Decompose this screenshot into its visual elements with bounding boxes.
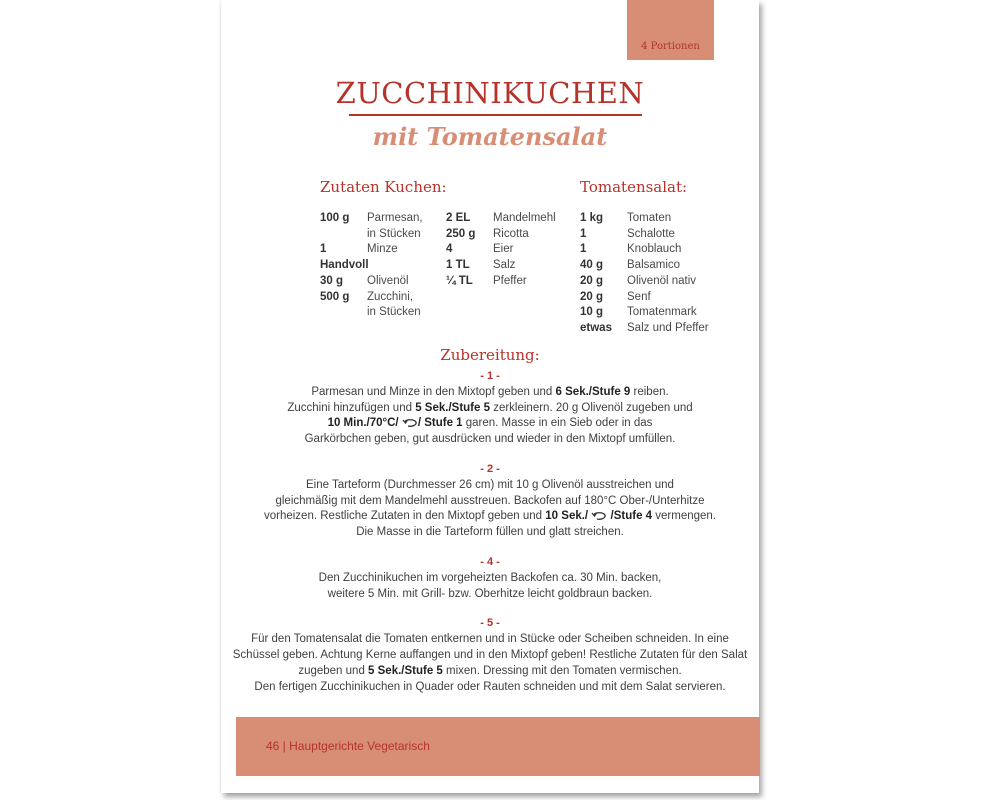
step-number: - 1 - — [480, 370, 500, 382]
step-text: reiben. — [630, 385, 669, 398]
ingredient-row — [446, 227, 556, 243]
step-text: gleichmäßig mit dem Mandelmehl ausstreuen. Backofen auf 180°C Ober-/Unterhitze — [275, 494, 705, 507]
step-line — [221, 648, 759, 664]
ingredient-amount: 20 g — [580, 290, 604, 303]
ingredient-amount: 1 — [580, 243, 587, 256]
ingredient-row — [446, 274, 556, 290]
ingredient-amount: 100 g — [320, 212, 350, 224]
step-text: garen. Masse in ein Sieb oder in das — [462, 417, 653, 430]
step-text: Schüssel geben. Achtung Kerne auffangen und in den Mixtopf geben! Restliche Zutaten für den Salat — [232, 648, 748, 661]
step-line — [221, 432, 759, 448]
ingredient-row — [580, 321, 709, 337]
ingredient-name: Tomaten — [627, 212, 672, 224]
step-text: mixen. Dressing mit den Tomaten vermischen. — [442, 664, 682, 677]
ingredient-row — [580, 211, 709, 227]
ingredient-row — [320, 211, 423, 227]
step-text: Für den Tomatensalat die Tomaten entkernen und in Stücke oder Scheiben schneiden. In eine — [251, 633, 729, 646]
step-text: Zucchini hinzufügen und — [287, 401, 416, 414]
setting-text: 5 Sek./Stufe 5 — [415, 401, 490, 414]
step-text: Den fertigen Zucchinikuchen in Quader oder Rauten schneiden und mit dem Salat servieren. — [254, 680, 726, 693]
ingredient-row — [446, 242, 556, 258]
ingredient-name: Balsamico — [627, 259, 681, 272]
recipe-title: ZUCCHINIKUCHEN — [335, 76, 645, 110]
step-line — [221, 525, 759, 541]
ingredient-name: Ricotta — [493, 227, 529, 240]
ingredient-row — [580, 274, 709, 290]
ingredient-row — [580, 242, 709, 258]
step-text: zerkleinern. 20 g Olivenöl zugeben und — [490, 401, 693, 414]
step-line — [221, 416, 759, 432]
portions-label: 4 Portionen — [641, 41, 700, 52]
step-line — [221, 401, 759, 417]
ingredient-name: Olivenöl — [367, 274, 409, 287]
step-text: Eine Tarteform (Durchmesser 26 cm) mit 10 g Olivenöl ausstreichen und — [306, 478, 674, 491]
step-line — [221, 680, 759, 696]
ingredient-amount — [320, 305, 367, 321]
ingredient-amount: etwas — [580, 321, 612, 334]
step-line — [221, 509, 759, 525]
ingredient-name: in Stücken — [367, 306, 421, 319]
ingredient-row — [320, 290, 423, 306]
ingredient-row — [580, 258, 709, 274]
ingredient-amount: 30 g — [320, 274, 344, 287]
step-number: - 5 - — [480, 617, 500, 630]
counter-clockwise-icon — [402, 418, 418, 428]
step-number: - 2 - — [480, 462, 500, 475]
cake-ingredients-heading: Zutaten Kuchen: — [320, 178, 447, 196]
ingredient-amount: 20 g — [580, 274, 604, 287]
step-line — [221, 385, 759, 401]
ingredient-name: Minze — [367, 243, 398, 256]
ingredient-amount: 250 g — [446, 227, 476, 240]
preparation-step — [221, 462, 759, 541]
ingredient-name: Senf — [627, 290, 651, 303]
ingredient-name: Knoblauch — [627, 243, 682, 256]
setting-text: /Stufe 4 — [607, 510, 653, 523]
setting-text: 6 Sek./Stufe 9 — [555, 385, 631, 398]
step-line — [221, 632, 759, 648]
ingredient-name: Tomatenmark — [627, 306, 697, 319]
step-line — [221, 478, 759, 494]
ingredient-name: Olivenöl nativ — [627, 274, 697, 287]
ingredient-amount: 1 Handvoll — [320, 243, 369, 272]
step-line — [221, 571, 759, 587]
cake-ingredients-col2 — [446, 211, 556, 290]
preparation-step — [221, 555, 759, 602]
ingredient-name: Zucchini, — [367, 290, 414, 303]
ingredient-row — [446, 211, 556, 227]
step-line — [221, 664, 759, 680]
step-text: vermengen. — [652, 510, 716, 523]
step-text: vorheizen. Restliche Zutaten in den Mixtopf geben und — [263, 510, 546, 523]
ingredient-amount — [320, 227, 367, 243]
salad-ingredients-heading: Tomatensalat: — [580, 178, 688, 196]
recipe-page — [221, 0, 759, 793]
step-text: Die Masse in die Tarteform füllen und glatt streichen. — [356, 526, 624, 539]
salad-ingredients — [580, 211, 709, 337]
step-text: Parmesan und Minze in den Mixtopf geben und — [311, 385, 556, 398]
ingredient-row — [320, 227, 423, 243]
ingredient-amount: 1 — [580, 227, 587, 240]
preparation-heading: Zubereitung: — [440, 346, 540, 364]
portions-tab — [627, 0, 714, 60]
ingredient-amount: ¼ TL — [446, 274, 473, 287]
ingredient-name: Salz — [493, 259, 516, 272]
ingredient-name: Eier — [493, 243, 514, 256]
ingredient-row — [580, 305, 709, 321]
title-underline — [349, 114, 642, 116]
step-line — [221, 587, 759, 603]
step-line — [221, 494, 759, 510]
setting-text: 10 Sek./ — [545, 510, 592, 523]
ingredient-amount: 1 TL — [446, 259, 470, 272]
ingredient-row — [320, 305, 423, 321]
ingredient-name: Salz und Pfeffer — [627, 321, 709, 334]
step-number: - 4 - — [480, 555, 500, 568]
ingredient-name: Mandelmehl — [493, 212, 556, 224]
ingredient-amount: 4 — [446, 243, 453, 256]
ingredient-row — [580, 290, 709, 306]
cake-ingredients-col1 — [320, 211, 423, 321]
ingredient-amount: 2 EL — [446, 212, 471, 224]
counter-clockwise-icon — [591, 511, 607, 521]
ingredient-row — [446, 258, 556, 274]
ingredient-amount: 500 g — [320, 290, 350, 303]
setting-text: 10 Min./70°C/ — [327, 417, 402, 430]
step-text: weitere 5 Min. mit Grill- bzw. Oberhitze leicht goldbraun backen. — [327, 587, 653, 600]
ingredient-amount: 10 g — [580, 306, 604, 319]
ingredient-name: Pfeffer — [493, 274, 527, 287]
page-footer — [236, 717, 760, 776]
ingredient-name: in Stücken — [367, 227, 421, 240]
ingredient-row — [320, 274, 423, 290]
setting-text: 5 Sek./Stufe 5 — [368, 664, 443, 677]
ingredient-amount: 1 kg — [580, 212, 604, 224]
ingredient-name: Parmesan, — [367, 212, 423, 224]
step-text: Den Zucchinikuchen im vorgeheizten Backofen ca. 30 Min. backen, — [318, 571, 662, 584]
ingredient-name: Schalotte — [627, 227, 675, 240]
ingredient-row — [320, 242, 423, 273]
ingredient-row — [580, 227, 709, 243]
preparation-steps — [221, 369, 759, 709]
recipe-subtitle: mit Tomatensalat — [372, 122, 608, 151]
footer-label: 46 | Hauptgerichte Vegetarisch — [266, 738, 430, 753]
preparation-step — [221, 369, 759, 448]
step-text: Garkörbchen geben, gut ausdrücken und wieder in den Mixtopf umfüllen. — [304, 433, 676, 446]
setting-text: / Stufe 1 — [417, 417, 463, 430]
preparation-step — [221, 616, 759, 695]
step-text: zugeben und — [298, 664, 369, 677]
ingredient-amount: 40 g — [580, 259, 604, 272]
